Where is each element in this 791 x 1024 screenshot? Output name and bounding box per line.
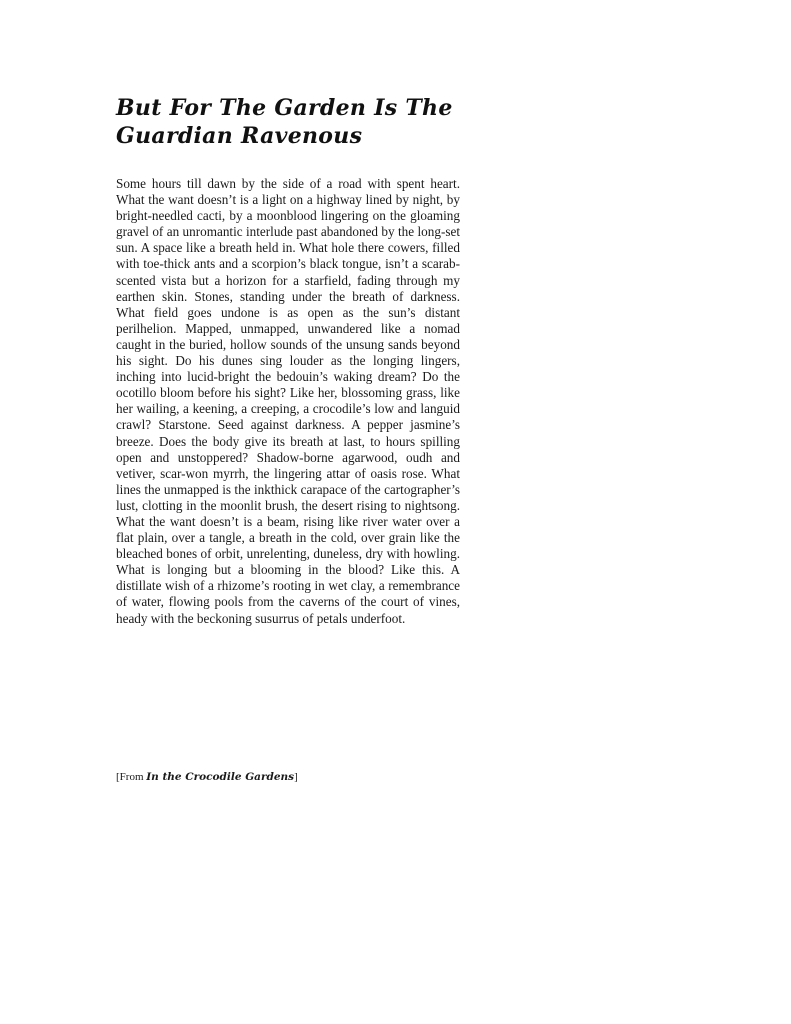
poem-title: But For The Garden Is The Guardian Ravenous	[116, 95, 453, 149]
source-prefix: [From	[116, 771, 147, 783]
poem-body: Some hours till dawn by the side of a road with spent heart. What the want doesn’t is a light on a highway lined by night, by bright-needled cacti, by a moonblood lingering on the gloaming gravel of an unromantic interlude past abandoned by the long-set sun. A space like a breath held in. What hole there cowers, filled with toe-thick ants and a scorpion’s black tongue, isn’t a scarab-scented vista but a horizon for a starfield, fading through my earthen skin. Stones, standing under the breath of darkness. What field goes undone is as open as the sun’s distant perilhelion. Mapped, unmapped, unwandered like a nomad caught in the buried, hollow sounds of the unsung sands beyond his sight. Do his dunes sing louder as the longing lingers, inching into lucid-bright the bedouin’s waking dream? Do the ocotillo bloom before his sight? Like her, blossoming grass, like her wailing, a keening, a creeping, a crocodile’s low and languid crawl? Starstone. Seed against darkness. A pepper jasmine’s breeze. Does the body give its breath at last, to hours spilling open and unstoppered? Shadow-borne agarwood, oudh and vetiver, scar-won myrrh, the lingering attar of oasis rose. What lines the unmapped is the inkthick carapace of the cartographer’s lust, clotting in the moonlit brush, the desert rising to nightsong. What the want doesn’t is a beam, rising like river water over a flat plain, over a tangle, a breath in the cold, over grain like the bleached bones of orbit, unrelenting, duneless, dry with howling. What is longing but a blooming in the blood? Like this. A distillate wish of a rhizome’s rooting in wet clay, a remembrance of water, flowing pools from the caverns of the court of vines, heady with the beckoning susurrus of petals underfoot.	[116, 176, 460, 626]
source-suffix: ]	[294, 771, 298, 783]
source-note	[116, 770, 298, 784]
source-title: In the Crocodile Gardens	[146, 771, 295, 783]
